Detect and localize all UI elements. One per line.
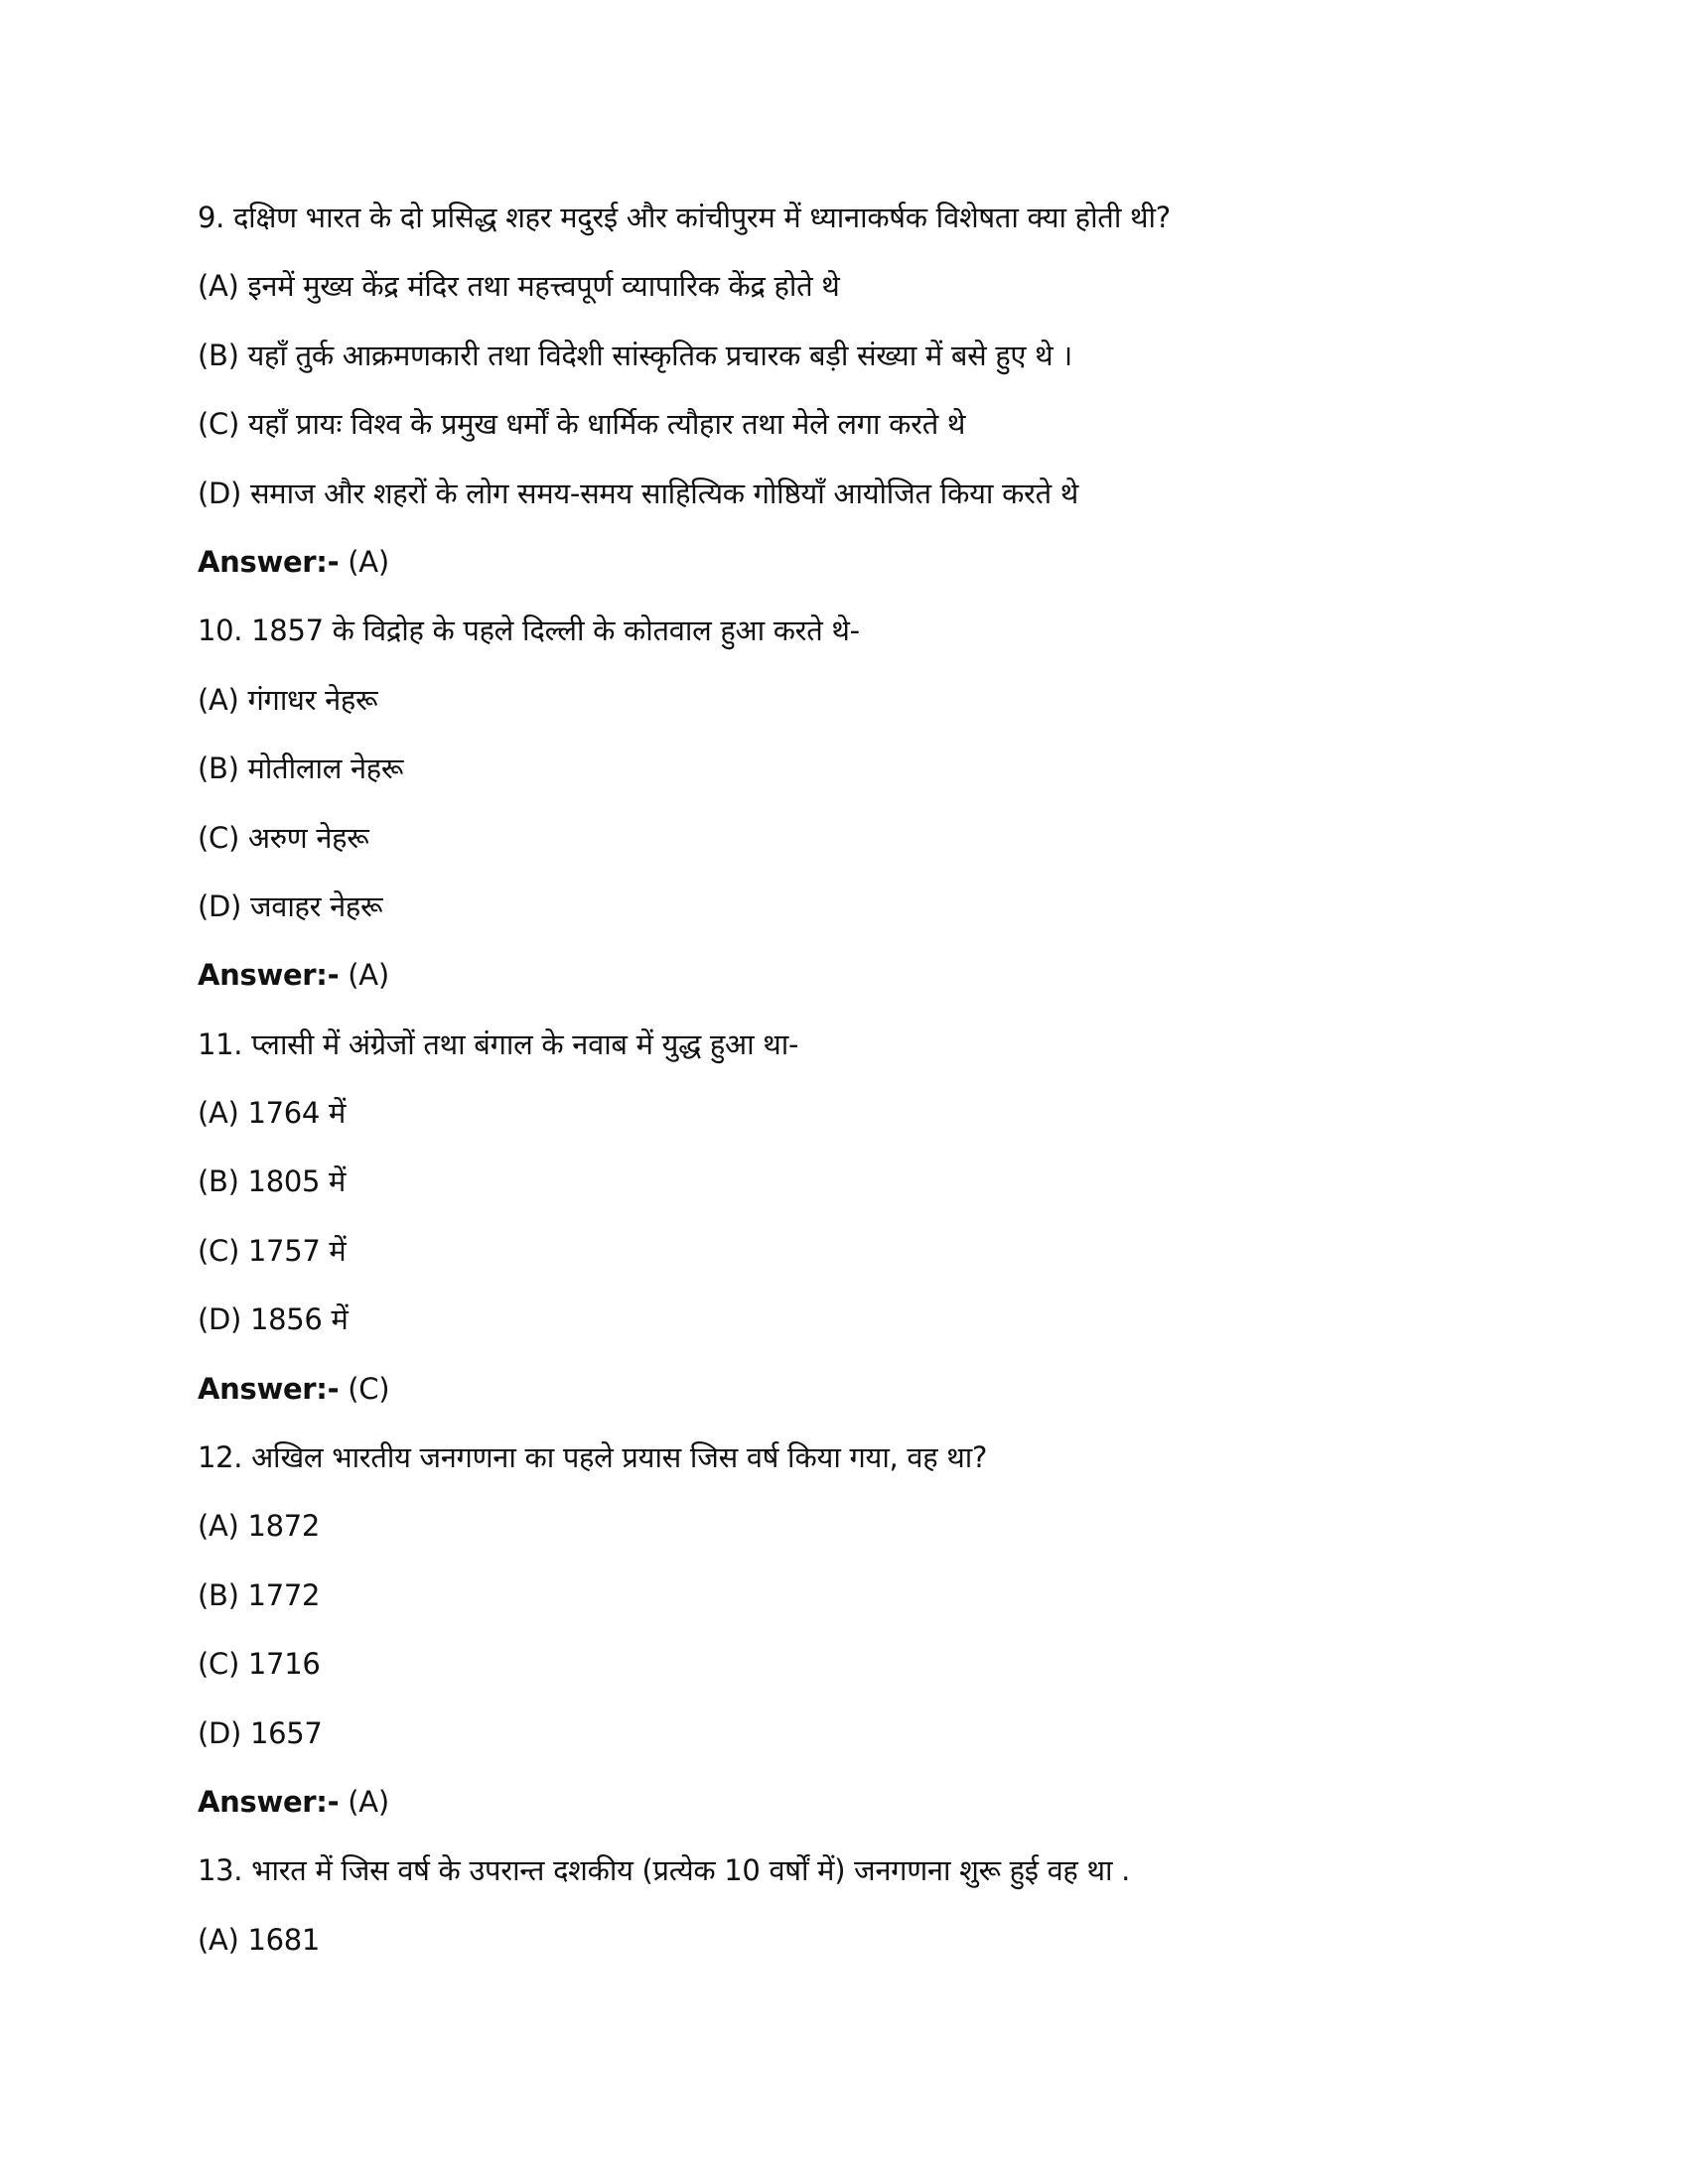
answer-label: Answer:- <box>198 1371 340 1406</box>
question-block <box>198 1837 1508 1975</box>
question-text: 12. अखिल भारतीय जनगणना का पहले प्रयास जिस वर्ष किया गया, वह था? <box>198 1440 988 1475</box>
option-text: (C) 1716 <box>198 1647 321 1682</box>
question-text: 10. 1857 के विद्रोह के पहले दिल्ली के कोतवाल हुआ करते थे- <box>198 614 860 648</box>
question-block <box>198 184 1508 597</box>
option-text: (B) यहाँ तुर्क आक्रमणकारी तथा विदेशी सांस्कृतिक प्रचारक बड़ी संख्या में बसे हुए थे । <box>198 338 1072 372</box>
answer-value: (A) <box>339 958 389 993</box>
question-block <box>198 1011 1508 1424</box>
option-text: (C) यहाँ प्रायः विश्व के प्रमुख धर्मों के धार्मिक त्यौहार तथा मेले लगा करते थे <box>198 407 966 442</box>
question-block <box>198 597 1508 1010</box>
option-text: (A) 1764 में <box>198 1096 347 1131</box>
question-text: 11. प्लासी में अंग्रेजों तथा बंगाल के नवाब में युद्ध हुआ था- <box>198 1026 799 1061</box>
option-text: (A) इनमें मुख्य केंद्र मंदिर तथा महत्त्वपूर्ण व्यापारिक केंद्र होते थे <box>198 269 840 304</box>
document-body <box>198 184 1508 1975</box>
option-text: (D) 1657 <box>198 1715 323 1750</box>
option-text: (A) 1872 <box>198 1509 321 1544</box>
answer-line <box>198 528 1508 597</box>
answer-value: (A) <box>339 1784 389 1819</box>
option-text: (D) समाज और शहरों के लोग समय-समय साहित्यिक गोष्ठियाँ आयोजित किया करते थे <box>198 476 1078 510</box>
answer-label: Answer:- <box>198 544 340 579</box>
answer-label: Answer:- <box>198 1784 340 1819</box>
option-text: (A) गंगाधर नेहरू <box>198 682 378 717</box>
option-text: (B) मोतीलाल नेहरू <box>198 751 404 786</box>
answer-label: Answer:- <box>198 958 340 993</box>
answer-line <box>198 1355 1508 1424</box>
answer-line <box>198 941 1508 1010</box>
option-text: (B) 1772 <box>198 1577 321 1612</box>
option-text: (B) 1805 में <box>198 1164 347 1199</box>
answer-line <box>198 1768 1508 1837</box>
question-block <box>198 1424 1508 1837</box>
question-text: 13. भारत में जिस वर्ष के उपरान्त दशकीय (प्रत्येक 10 वर्षों में) जनगणना शुरू हुई वह था . <box>198 1853 1131 1888</box>
answer-value: (C) <box>339 1371 390 1406</box>
option-text: (A) 1681 <box>198 1922 321 1957</box>
option-text: (D) 1856 में <box>198 1302 349 1337</box>
option-text: (C) अरुण नेहरू <box>198 820 369 855</box>
option-text: (D) जवाहर नेहरू <box>198 888 383 923</box>
option-text: (C) 1757 में <box>198 1233 347 1268</box>
answer-value: (A) <box>339 544 389 579</box>
question-text: 9. दक्षिण भारत के दो प्रसिद्ध शहर मदुरई और कांचीपुरम में ध्यानाकर्षक विशेषता क्या होती थी? <box>198 201 1171 234</box>
